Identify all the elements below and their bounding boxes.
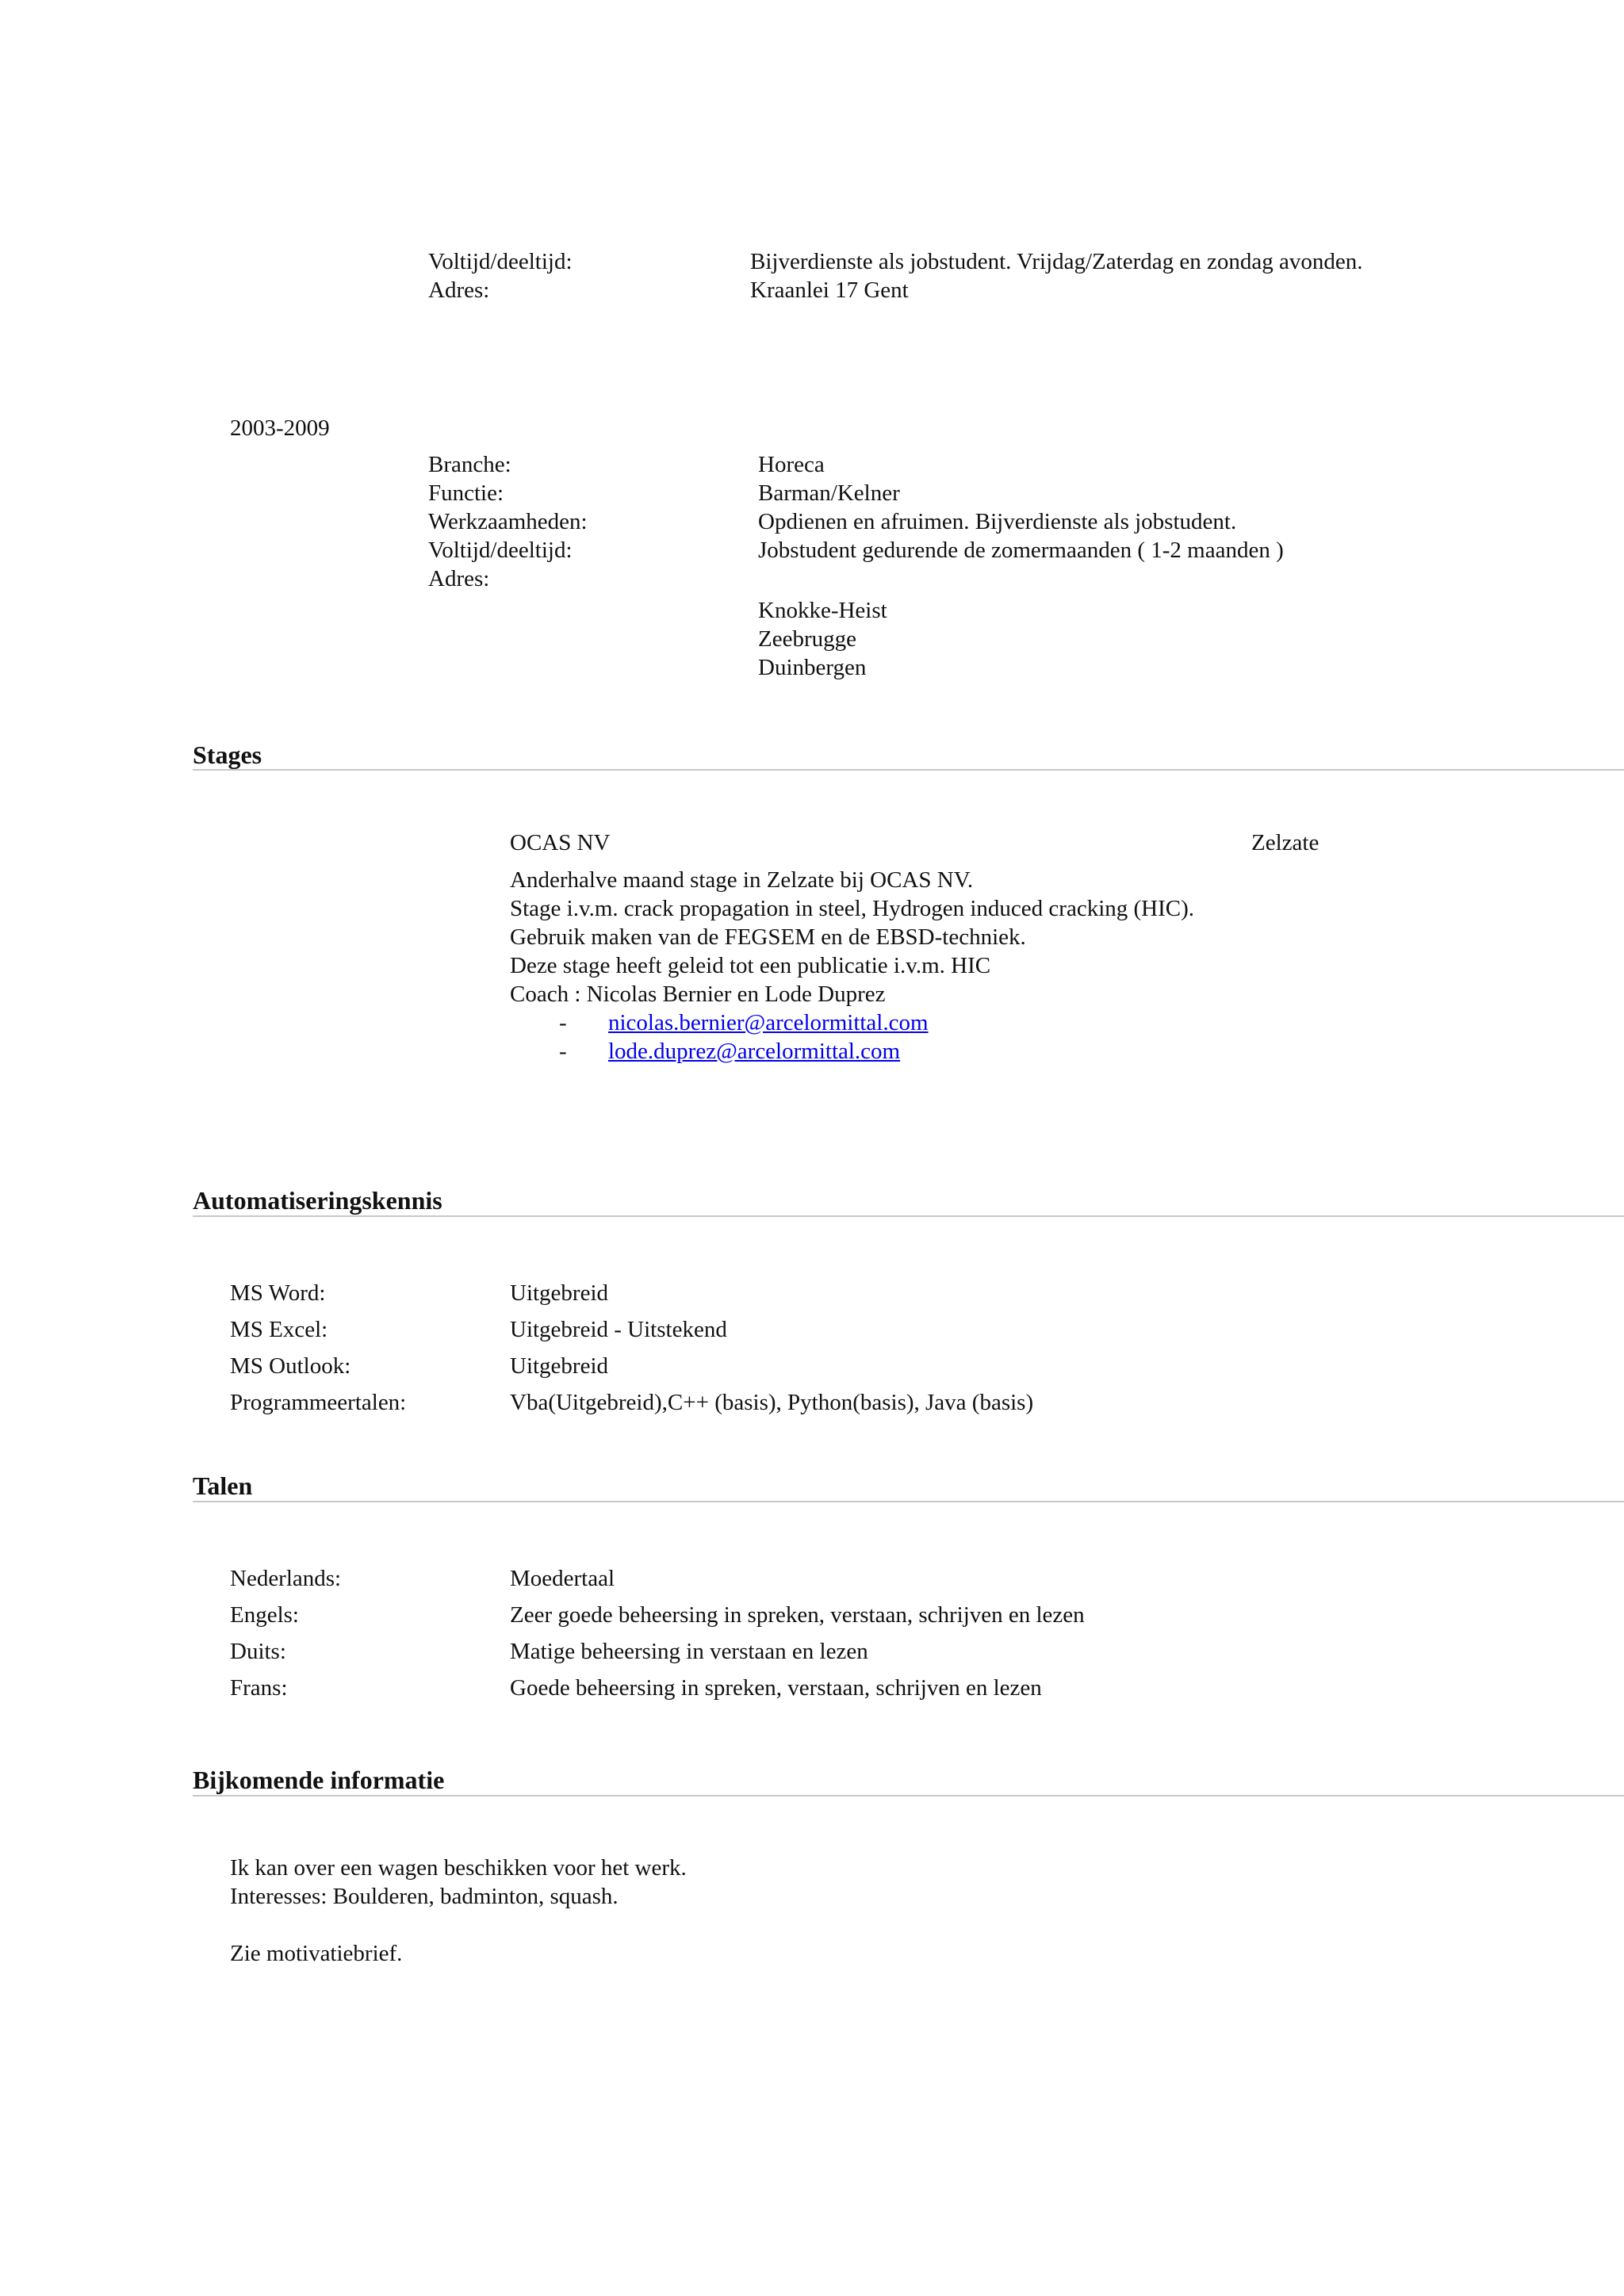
- job-period: 2003-2009: [230, 415, 330, 441]
- language-label: Duits:: [230, 1639, 286, 1664]
- list-item: [559, 1008, 929, 1037]
- email-link-nicolas[interactable]: nicolas.bernier@arcelormittal.com: [608, 1010, 929, 1035]
- stage-line: Gebruik maken van de FEGSEM en de EBSD-techniek.: [510, 924, 1026, 950]
- address-line: Knokke-Heist: [758, 598, 887, 623]
- language-value: Zeer goede beheersing in spreken, verstaan, schrijven en lezen: [510, 1602, 1085, 1628]
- extra-info: [230, 1854, 687, 1968]
- info-line: Ik kan over een wagen beschikken voor het werk.: [230, 1855, 687, 1881]
- field-label: Adres:: [428, 277, 490, 303]
- info-line: Zie motivatiebrief.: [230, 1941, 403, 1966]
- field-label: Voltijd/deeltijd:: [428, 249, 573, 274]
- field-label: Branche:: [428, 452, 511, 477]
- bullet-dash: -: [559, 1039, 567, 1064]
- info-line: Interesses: Boulderen, badminton, squash.: [230, 1884, 619, 1909]
- job-top-labels: [428, 247, 573, 304]
- skill-value: Uitgebreid: [510, 1280, 609, 1306]
- field-value: Kraanlei 17 Gent: [750, 277, 909, 303]
- job-2003-values: [758, 450, 1284, 564]
- stage-description: [510, 866, 1194, 1008]
- language-value: Matige beheersing in verstaan en lezen: [510, 1639, 868, 1664]
- section-heading-stages: Stages: [193, 740, 262, 769]
- skill-label: MS Outlook:: [230, 1353, 351, 1379]
- info-line: [230, 1911, 687, 1939]
- address-line: Zeebrugge: [758, 626, 856, 652]
- stage-line: Anderhalve maand stage in Zelzate bij OCAS NV.: [510, 867, 974, 893]
- language-label: Frans:: [230, 1675, 288, 1701]
- stage-line: Coach : Nicolas Bernier en Lode Duprez: [510, 982, 886, 1007]
- section-heading-automatisering: Automatiseringskennis: [193, 1186, 442, 1215]
- section-divider: [193, 1795, 1624, 1797]
- field-value: Barman/Kelner: [758, 480, 900, 506]
- field-value: Bijverdienste als jobstudent. Vrijdag/Zaterdag en zondag avonden.: [750, 249, 1363, 274]
- skill-label: Programmeertalen:: [230, 1390, 407, 1415]
- address-line: Duinbergen: [758, 655, 867, 680]
- list-item: [559, 1037, 929, 1066]
- language-values: [510, 1560, 1085, 1706]
- email-link-lode[interactable]: lode.duprez@arcelormittal.com: [608, 1039, 901, 1064]
- section-divider: [193, 1215, 1624, 1217]
- skill-value: Uitgebreid: [510, 1353, 609, 1379]
- field-label: Functie:: [428, 480, 504, 506]
- skill-value: Uitgebreid - Uitstekend: [510, 1317, 727, 1342]
- section-divider: [193, 769, 1624, 771]
- language-label: Engels:: [230, 1602, 299, 1628]
- stage-line: Stage i.v.m. crack propagation in steel, Hydrogen induced cracking (HIC).: [510, 896, 1195, 921]
- skill-label: MS Excel:: [230, 1317, 328, 1342]
- field-label: Adres:: [428, 566, 490, 591]
- language-labels: [230, 1560, 341, 1706]
- skill-label: MS Word:: [230, 1280, 326, 1306]
- language-value: Goede beheersing in spreken, verstaan, schrijven en lezen: [510, 1675, 1042, 1701]
- field-value: Jobstudent gedurende de zomermaanden ( 1-2 maanden ): [758, 538, 1284, 563]
- section-divider: [193, 1501, 1624, 1502]
- section-heading-talen: Talen: [193, 1471, 253, 1500]
- field-label: Werkzaamheden:: [428, 509, 588, 534]
- job-top-values: [750, 247, 1362, 304]
- job-2003-labels: [428, 450, 588, 593]
- stage-location: Zelzate: [1251, 830, 1320, 855]
- section-heading-bijkomend: Bijkomende informatie: [193, 1766, 445, 1794]
- skill-value: Vba(Uitgebreid),C++ (basis), Python(basis), Java (basis): [510, 1390, 1034, 1415]
- address-lines: [758, 596, 887, 682]
- skills-values: [510, 1275, 1033, 1421]
- skills-labels: [230, 1275, 406, 1421]
- language-label: Nederlands:: [230, 1566, 342, 1591]
- bullet-dash: -: [559, 1010, 567, 1035]
- stage-company: OCAS NV: [510, 830, 611, 855]
- field-value: Opdienen en afruimen. Bijverdienste als jobstudent.: [758, 509, 1237, 534]
- field-value: Horeca: [758, 452, 825, 477]
- language-value: Moedertaal: [510, 1566, 615, 1591]
- field-label: Voltijd/deeltijd:: [428, 538, 573, 563]
- stage-line: Deze stage heeft geleid tot een publicatie i.v.m. HIC: [510, 953, 991, 978]
- coach-email-list: [559, 1008, 929, 1066]
